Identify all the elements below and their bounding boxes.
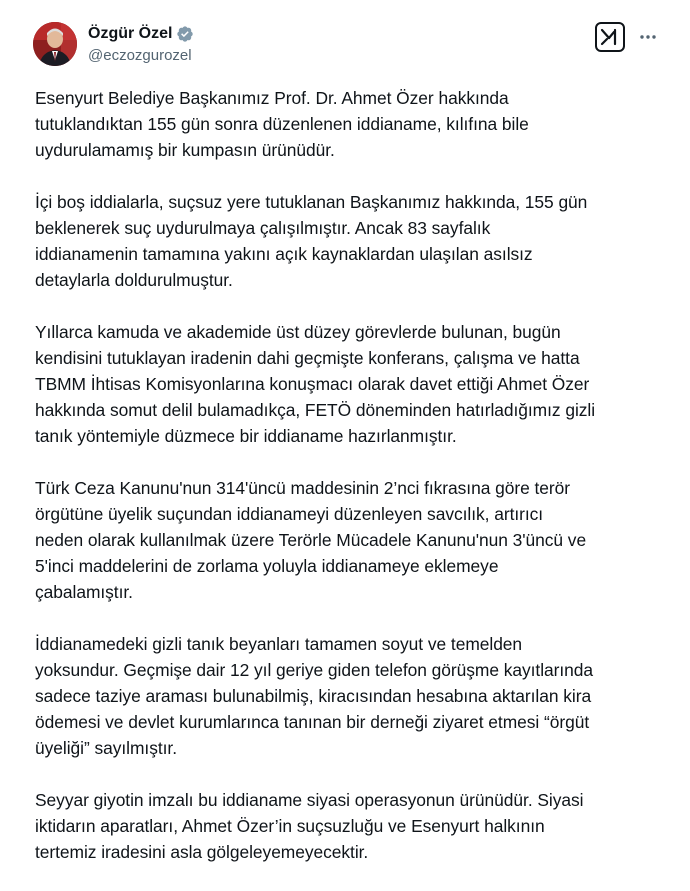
post-text-line: Yıllarca kamuda ve akademide üst düzey görevlerde bulunan, bugün: [35, 322, 561, 342]
post-header: [33, 22, 663, 68]
grok-icon: [600, 28, 620, 46]
post-text-line: neden olarak kullanılmak üzere Terörle Mücadele Kanunu'nun 3'üncü ve: [35, 530, 587, 550]
post-paragraph: [35, 475, 665, 605]
post-text-line: 5'inci maddelerini de zorlama yoluyla iddianameye eklemeye: [35, 556, 499, 576]
verified-badge-icon: [176, 25, 194, 43]
avatar[interactable]: [33, 22, 77, 66]
post-paragraph: [35, 787, 665, 865]
post-text-line: iktidarın aparatları, Ahmet Özer’in suçsuzluğu ve Esenyurt halkının: [35, 816, 545, 836]
post-text-line: TBMM İhtisas Komisyonlarına konuşmacı olarak davet ettiği Ahmet Özer: [35, 374, 590, 394]
post-text-line: hakkında somut delil bulamadıkça, FETÖ döneminden hatırladığımız gizli: [35, 400, 596, 420]
author-handle[interactable]: @eczozgurozel: [88, 47, 192, 64]
post-text-line: tertemiz iradesini asla gölgeleyemeyecektir.: [35, 842, 369, 862]
display-name[interactable]: Özgür Özel: [88, 25, 173, 42]
more-horizontal-icon: [639, 34, 657, 40]
post-text-line: İçi boş iddialarla, suçsuz yere tutuklanan Başkanımız hakkında, 155 gün: [35, 192, 588, 212]
post-text-line: Türk Ceza Kanunu'nun 314'üncü maddesinin 2’nci fıkrasına göre terör: [35, 478, 570, 498]
post-text-line: kendisini tutuklayan iradenin dahi geçmişte konferans, çalışma ve hatta: [35, 348, 580, 368]
author-names: [88, 24, 194, 66]
post-text-line: beklenerek suç uydurulmaya çalışılmıştır. Ancak 83 sayfalık: [35, 218, 491, 238]
grok-button[interactable]: [595, 22, 625, 52]
post-text-line: çabalamıştır.: [35, 582, 133, 602]
post-text-line: üyeliği” sayılmıştır.: [35, 738, 177, 758]
post-paragraph: [35, 85, 665, 163]
post-text-line: İddianamedeki gizli tanık beyanları tamamen soyut ve temelden: [35, 634, 523, 654]
post-text-line: ödemesi ve devlet kurumlarınca tanınan bir derneği ziyaret etmesi “örgüt: [35, 712, 590, 732]
post-text: [35, 85, 665, 891]
post-paragraph: [35, 189, 665, 293]
post-text-line: detaylarla doldurulmuştur.: [35, 270, 233, 290]
post-paragraph: [35, 319, 665, 449]
profile-photo: [33, 22, 77, 66]
post-text-line: tanık yöntemiyle düzmece bir iddianame hazırlanmıştır.: [35, 426, 457, 446]
post-text-line: Esenyurt Belediye Başkanımız Prof. Dr. Ahmet Özer hakkında: [35, 88, 509, 108]
more-options-button[interactable]: [637, 26, 659, 48]
post-text-line: tutuklandıktan 155 gün sonra düzenlenen iddianame, kılıfına bile: [35, 114, 529, 134]
post-text-line: uydurulamamış bir kumpasın ürünüdür.: [35, 140, 335, 160]
post-text-line: yoksundur. Geçmişe dair 12 yıl geriye giden telefon görüşme kayıtlarında: [35, 660, 594, 680]
post-text-line: iddianamenin tamamına yakını açık kaynaklardan ulaşılan asılsız: [35, 244, 533, 264]
post-text-line: Seyyar giyotin imzalı bu iddianame siyasi operasyonun ürünüdür. Siyasi: [35, 790, 584, 810]
display-name-row: [88, 24, 194, 44]
post-paragraph: [35, 631, 665, 761]
post-text-line: sadece taziye araması bulunabilmiş, kiracısından hesabına aktarılan kira: [35, 686, 592, 706]
post-text-line: örgütüne üyelik suçundan iddianameyi düzenleyen savcılık, artırıcı: [35, 504, 544, 524]
